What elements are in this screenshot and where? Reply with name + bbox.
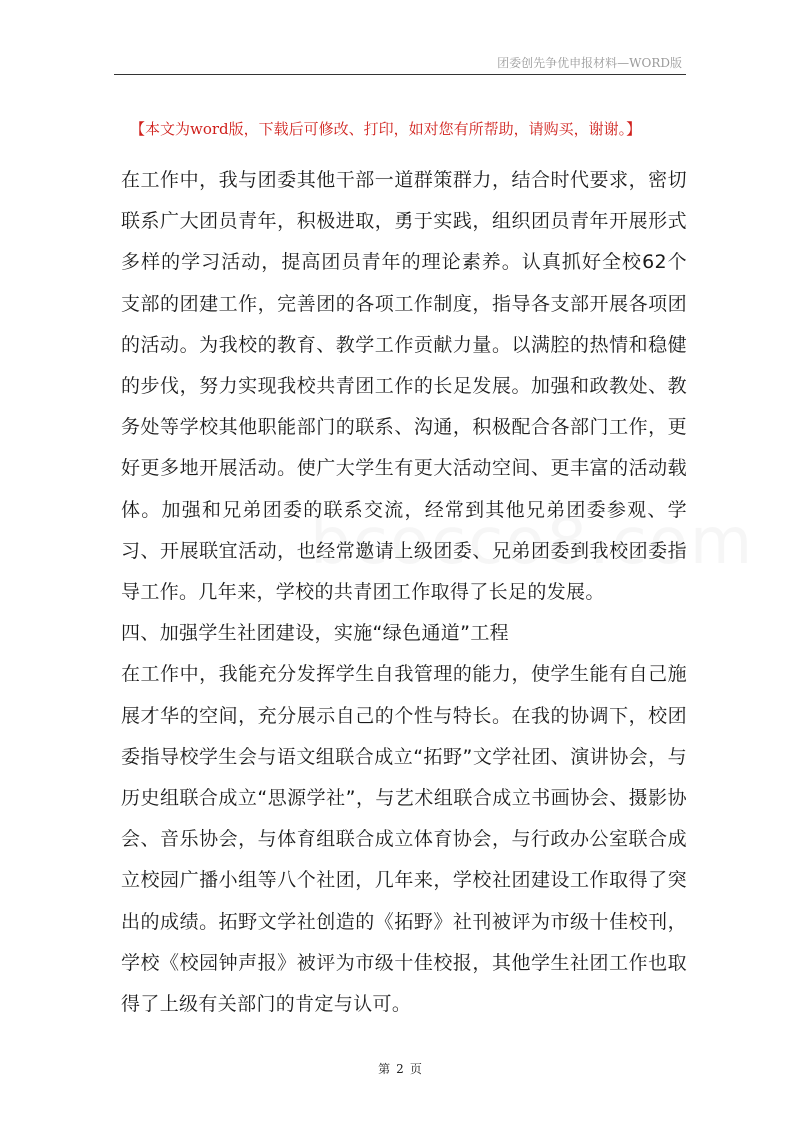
page-footer: [0, 1060, 800, 1077]
running-header: 团委创先争优申报材料—WORD版: [497, 56, 682, 70]
page-prefix: 第: [378, 1062, 391, 1076]
paragraph-club-building: 在工作中，我能充分发挥学生自我管理的能力，使学生能有自己施展才华的空间，充分展示自己的个性与特长。在我的协调下，校团委指导校学生会与语文组联合成立“拓野”文学社团、演讲协会，与历史组联合成立“思源学社”，与艺术组联合成立书画协会、摄影协会、音乐协会，与体育组联合成立体育协会，与行政办公室联合成立校园广播小组等八个社团，几年来，学校社团建设工作取得了突出的成绩。拓野文学社创造的《拓野》社刊被评为市级十佳校刊，学校《校园钟声报》被评为市级十佳校报，其他学生社团工作也取得了上级有关部门的肯定与认可。: [121, 663, 687, 1016]
header-divider: [114, 74, 686, 75]
paragraph-work-summary: 在工作中，我与团委其他干部一道群策群力，结合时代要求，密切联系广大团员青年，积极进取，勇于实践，组织团员青年开展形式多样的学习活动，提高团员青年的理论素养。认真抓好全校62个支部的团建工作，完善团的各项工作制度，指导各支部开展各项团的活动。为我校的教育、教学工作贡献力量。以满腔的热情和稳健的步伐，努力实现我校共青团工作的长足发展。加强和政教处、教务处等学校其他职能部门的联系、沟通，积极配合各部门工作，更好更多地开展活动。使广大学生有更大活动空间、更丰富的活动载体。加强和兄弟团委的联系交流，经常到其他兄弟团委参观、学习、开展联宜活动，也经常邀请上级团委、兄弟团委到我校团委指导工作。几年来，学校的共青团工作取得了长足的发展。: [121, 169, 688, 604]
download-notice: 【本文为word版，下载后可修改、打印，如对您有所帮助，请购买，谢谢。】: [130, 120, 642, 138]
document-body: [121, 160, 687, 1025]
page-suffix: 页: [409, 1062, 422, 1076]
page-number: 2: [396, 1062, 404, 1076]
section-heading-4: 四、加强学生社团建设，实施“绿色通道”工程: [121, 622, 510, 645]
